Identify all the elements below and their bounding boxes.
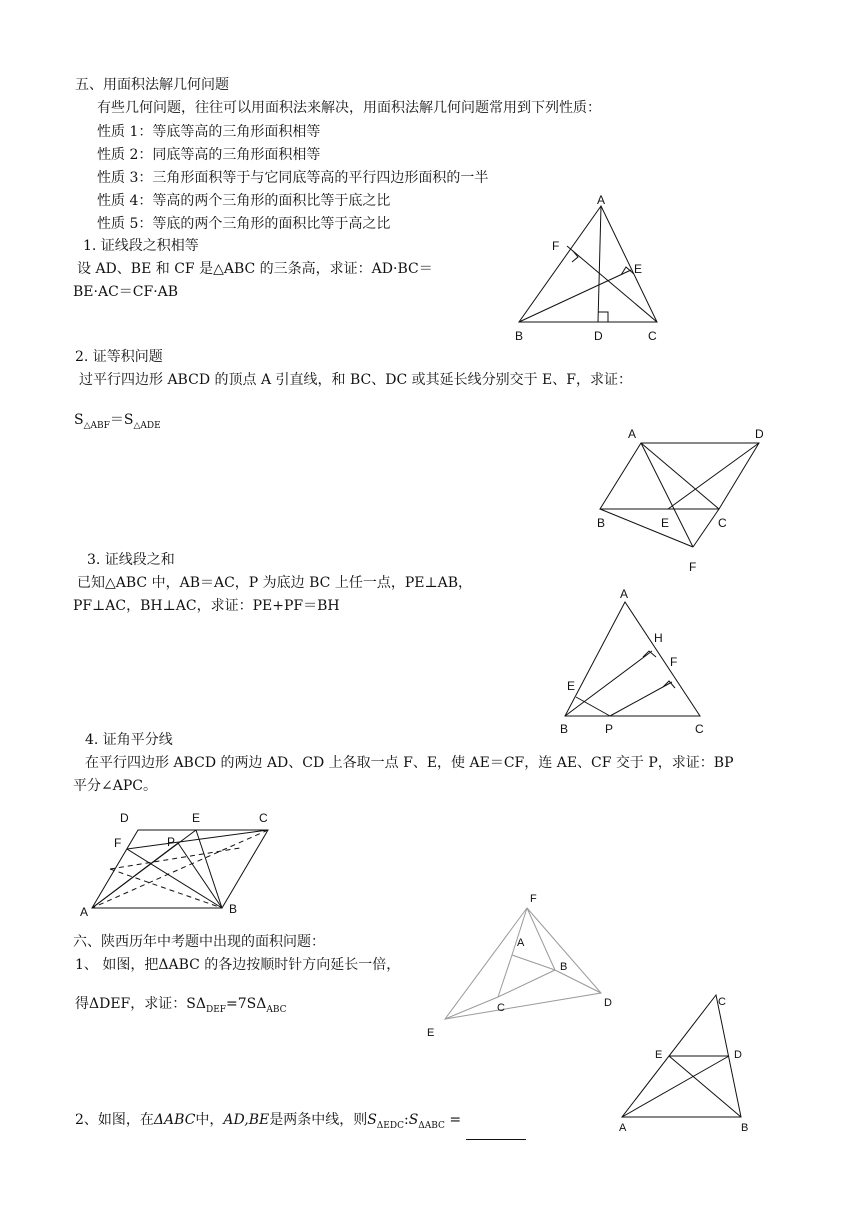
fig2-label-f: F bbox=[689, 560, 697, 574]
property-3: 性质 3：三角形面积等于与它同底等高的平行四边形面积的一半 bbox=[97, 170, 489, 186]
fig6-label-b: B bbox=[741, 1122, 749, 1134]
problem1-line2: BE·AC＝CF·AB bbox=[73, 284, 179, 300]
problem2-title: 2. 证等积问题 bbox=[75, 349, 163, 365]
fig5-label-d: D bbox=[604, 997, 612, 1009]
fig5-label-b: B bbox=[560, 961, 568, 973]
problem4-line1: 在平行四边形 ABCD 的两边 AD、CD 上各取一点 F、E，使 AE＝CF，连 AE、CF 交于 P，求证：BP bbox=[85, 755, 734, 771]
property-2: 性质 2：同底等高的三角形面积相等 bbox=[97, 147, 321, 163]
problem4-title: 4. 证角平分线 bbox=[85, 732, 173, 748]
fig2-label-e: E bbox=[661, 516, 670, 530]
fig3-label-f: F bbox=[670, 655, 678, 669]
fig5-label-e: E bbox=[427, 1027, 435, 1039]
fig4-label-b: B bbox=[229, 902, 238, 916]
fig1-label-e: E bbox=[634, 262, 643, 276]
fig6-label-d: D bbox=[734, 1049, 742, 1061]
fig2-label-a: A bbox=[628, 427, 637, 441]
problem2-formula: $S_{\triangle ABF}=S_{\triangle ADE}$ bbox=[74, 412, 161, 431]
fig1-label-b: B bbox=[515, 329, 524, 343]
fig2-label-c: C bbox=[718, 516, 727, 530]
question2-line: 2、如图，在ΔABC中，AD,BE是两条中线，则$S_{\Delta EDC}:S_{\Delta ABC}$ = bbox=[75, 1106, 526, 1134]
problem1-line1: 设 AD、BE 和 CF 是△ABC 的三条高，求证：AD·BC＝ bbox=[77, 261, 433, 277]
question1-line1: 1、 如图，把ΔABC 的各边按顺时针方向延长一倍， bbox=[75, 957, 401, 973]
question1-line2: 得ΔDEF，求证：$S\Delta_{DEF}=7S\Delta_{ABC}$ bbox=[75, 996, 287, 1015]
fig5-label-a: A bbox=[517, 937, 525, 949]
fig3-label-b: B bbox=[560, 722, 569, 736]
fig3-label-a: A bbox=[620, 587, 629, 601]
fig3-label-h: H bbox=[654, 631, 663, 645]
fig1-label-d: D bbox=[594, 329, 603, 343]
section6-title: 六、陕西历年中考题中出现的面积问题： bbox=[73, 934, 325, 950]
problem2-line1: 过平行四边形 ABCD 的顶点 A 引直线，和 BC、DC 或其延长线分别交于 E、F，求证： bbox=[79, 372, 632, 388]
fig1-label-f: F bbox=[552, 239, 560, 253]
fig4-label-c: C bbox=[259, 811, 268, 825]
fig5-label-f: F bbox=[530, 893, 537, 905]
fig6-label-e: E bbox=[655, 1049, 663, 1061]
fig6-label-a: A bbox=[619, 1122, 627, 1134]
fig1-label-c: C bbox=[648, 329, 657, 343]
fig6-label-c: C bbox=[718, 996, 726, 1008]
fig3-label-e: E bbox=[567, 679, 576, 693]
fig4-label-d: D bbox=[120, 811, 129, 825]
fig4-label-p: P bbox=[167, 835, 176, 849]
problem3-line2: PF⊥AC，BH⊥AC，求证：PE+PF＝BH bbox=[73, 598, 340, 614]
fig2-label-b: B bbox=[597, 516, 606, 530]
section5-intro: 有些几何问题，往往可以用面积法来解决，用面积法解几何问题常用到下列性质： bbox=[97, 100, 601, 116]
problem1-title: 1. 证线段之积相等 bbox=[83, 238, 199, 254]
fig4-label-a: A bbox=[80, 905, 89, 919]
fig3-label-p: P bbox=[605, 722, 614, 736]
answer-blank[interactable] bbox=[466, 1125, 526, 1140]
fig4-label-e: E bbox=[192, 811, 201, 825]
problem3-title: 3. 证线段之和 bbox=[87, 552, 175, 568]
section5-title: 五、用面积法解几何问题 bbox=[75, 77, 229, 93]
fig1-label-a: A bbox=[597, 193, 606, 207]
property-1: 性质 1：等底等高的三角形面积相等 bbox=[97, 124, 321, 140]
fig5-label-c: C bbox=[497, 1002, 505, 1014]
property-5: 性质 5：等底的两个三角形的面积比等于高之比 bbox=[97, 216, 391, 232]
problem3-line1: 已知△ABC 中，AB＝AC，P 为底边 BC 上任一点，PE⊥AB， bbox=[77, 575, 473, 591]
fig2-label-d: D bbox=[755, 427, 764, 441]
property-4: 性质 4：等高的两个三角形的面积比等于底之比 bbox=[97, 193, 391, 209]
problem4-line2: 平分∠APC。 bbox=[73, 778, 157, 794]
fig4-label-f: F bbox=[114, 836, 122, 850]
fig3-label-c: C bbox=[695, 722, 704, 736]
